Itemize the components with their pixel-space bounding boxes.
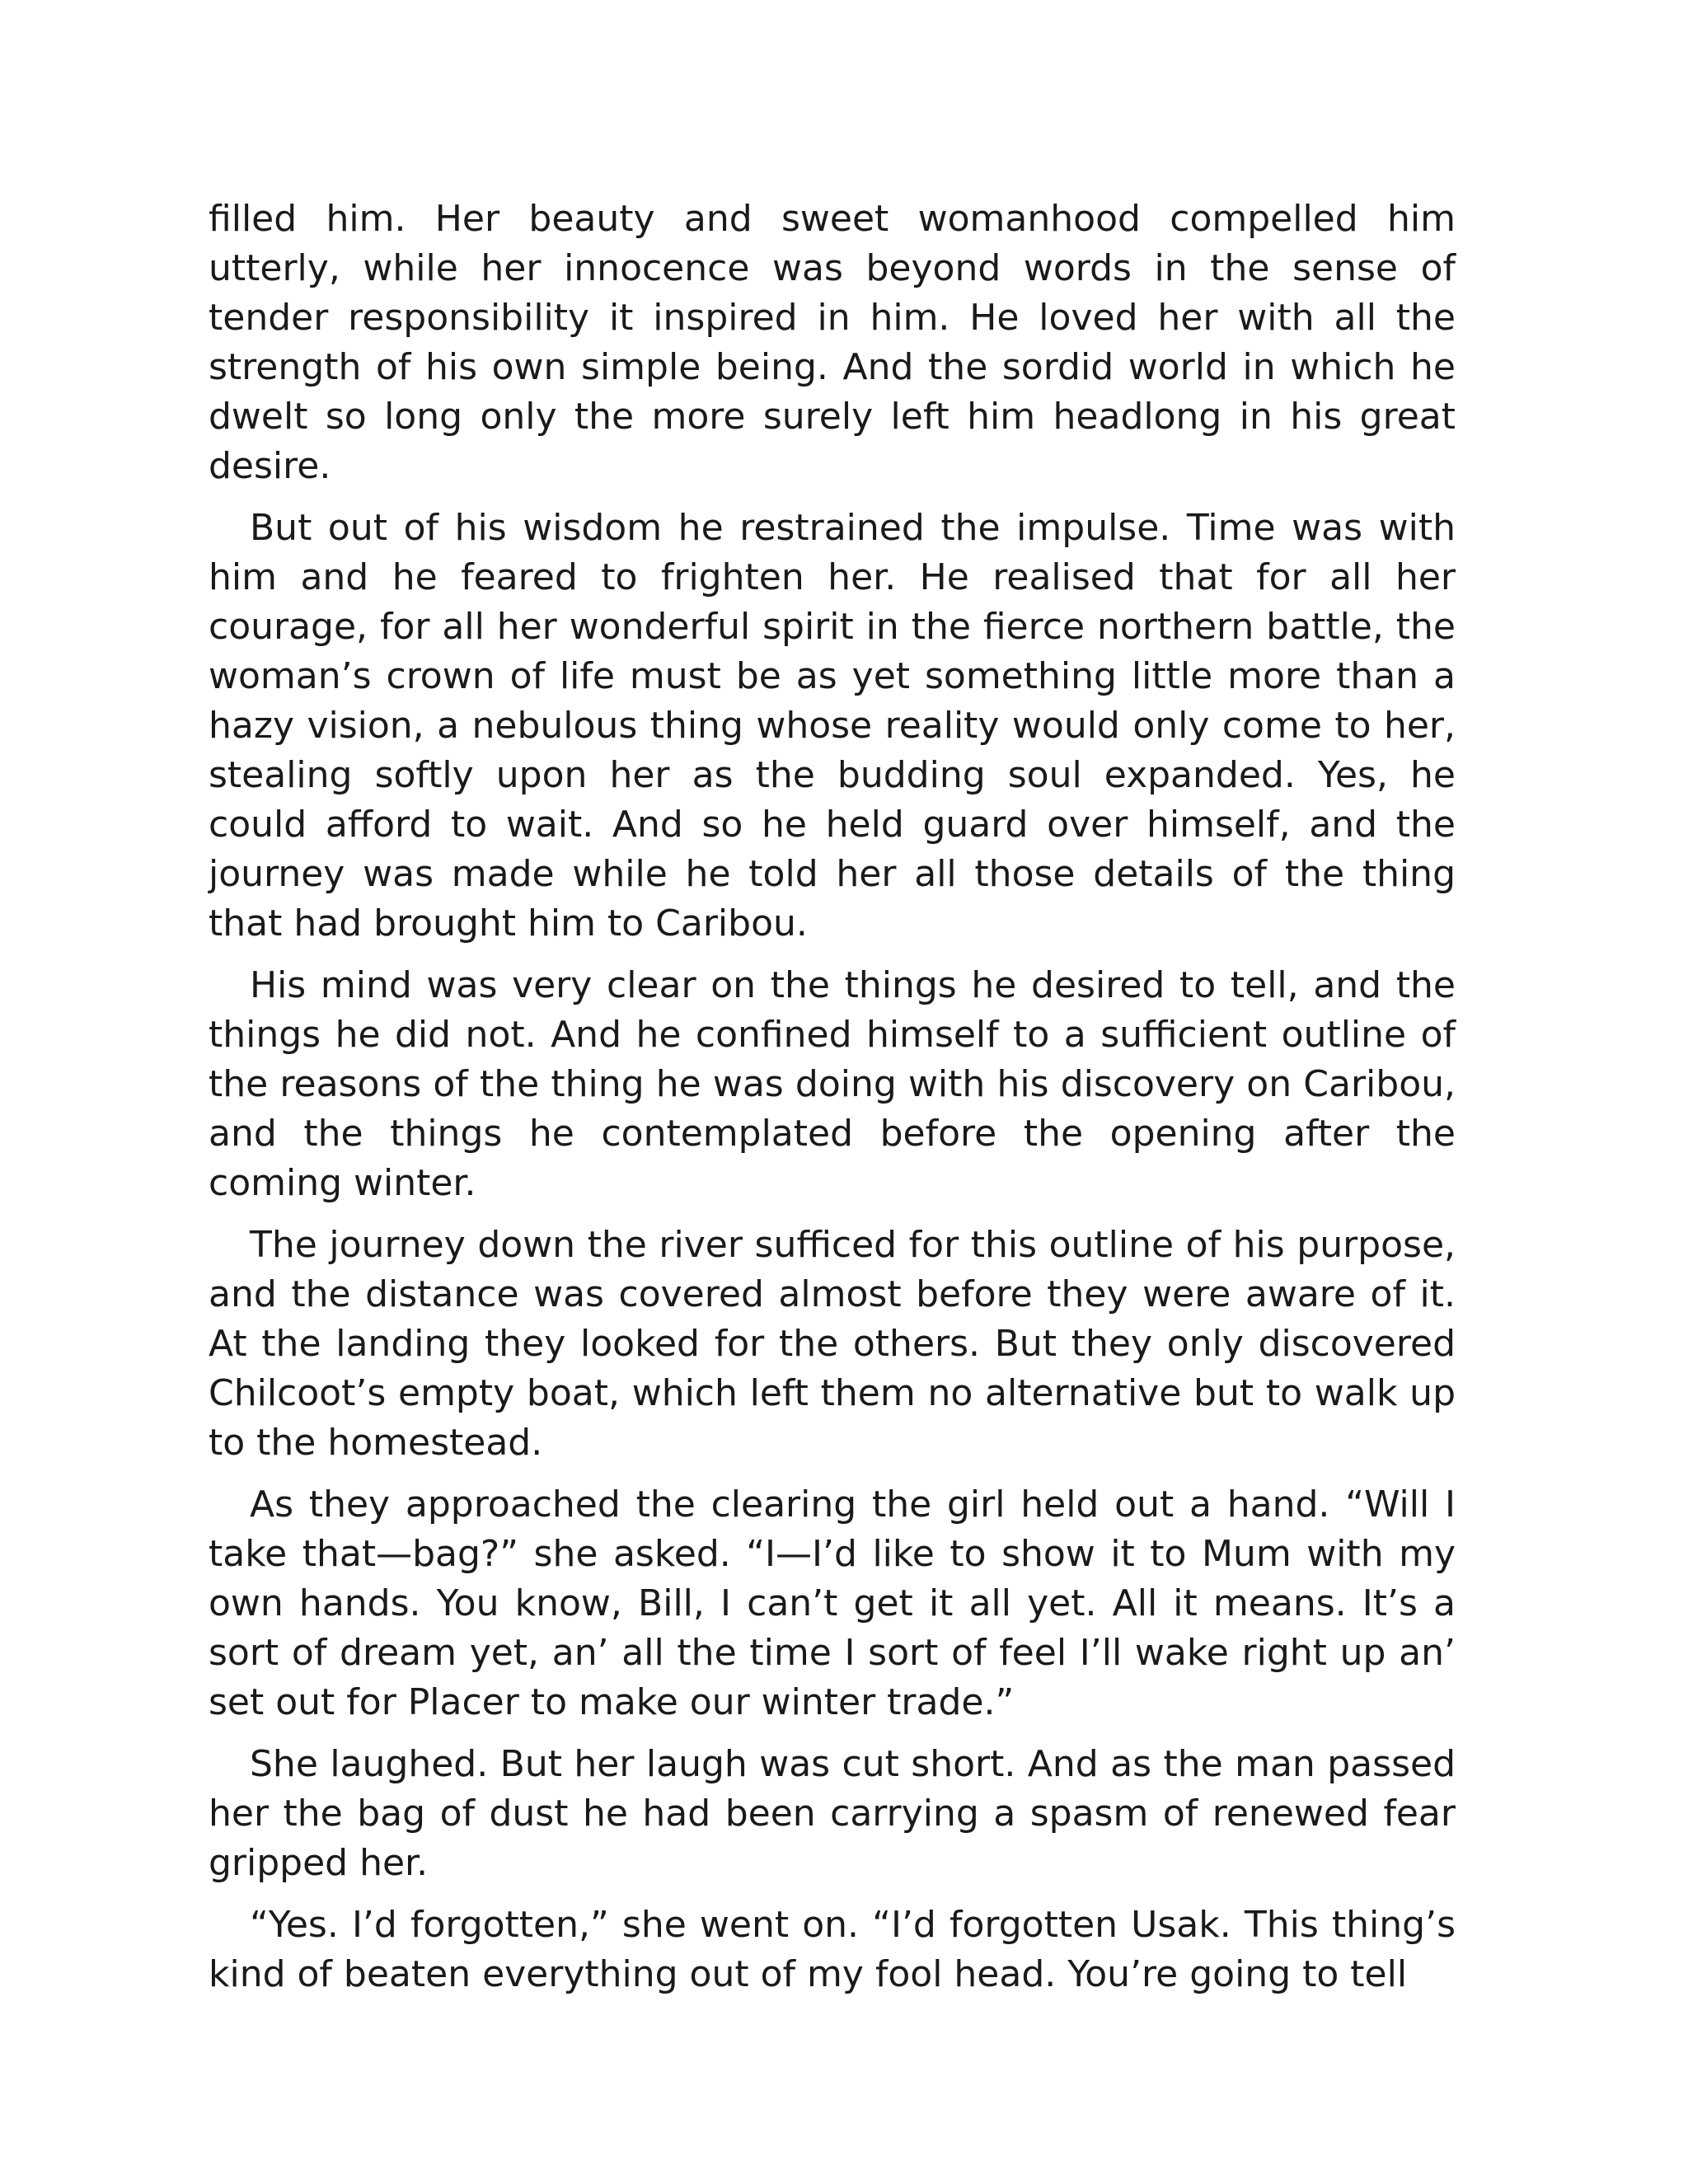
paragraph-2: But out of his wisdom he restrained the impulse. Time was with him and he feared to frighten her. He realised that for all her courage, for all her wonderful spirit in the fierce northern battle, the woman’s crown of life must be as yet something little more than a hazy vision, a nebulous thing whose reality would only come to her, stealing softly upon her as the budding soul expanded. Yes, he could afford to wait. And so he held guard over himself, and the journey was made while he told her all those details of the thing that had brought him to Caribou. <box>209 507 1456 944</box>
page-body <box>209 194 1456 1999</box>
paragraph-6: She laughed. But her laugh was cut short. And as the man passed her the bag of dust he had been carrying a spasm of renewed fear gripped her. <box>209 1743 1456 1884</box>
paragraph-4: The journey down the river sufficed for this outline of his purpose, and the distance was covered almost before they were aware of it. At the landing they looked for the others. But they only discovered Chilcoot’s empty boat, which left them no alternative but to walk up to the homestead. <box>209 1224 1456 1464</box>
paragraph-1: filled him. Her beauty and sweet womanhood compelled him utterly, while her innocence was beyond words in the sense of tender responsibility it inspired in him. He loved her with all the strength of his own simple being. And the sordid world in which he dwelt so long only the more surely left him headlong in his great desire. <box>209 198 1456 487</box>
paragraph-3: His mind was very clear on the things he desired to tell, and the things he did not. And he confined himself to a sufficient outline of the reasons of the thing he was doing with his discovery on Caribou, and the things he contemplated before the opening after the coming winter. <box>209 964 1456 1204</box>
paragraph-7: “Yes. I’d forgotten,” she went on. “I’d forgotten Usak. This thing’s kind of beaten everything out of my fool head. You’re going to tell <box>209 1904 1456 1995</box>
paragraph-5: As they approached the clearing the girl held out a hand. “Will I take that—bag?” she asked. “I—I’d like to show it to Mum with my own hands. You know, Bill, I can’t get it all yet. All it means. It’s a sort of dream yet, an’ all the time I sort of feel I’ll wake right up an’ set out for Placer to make our winter trade.” <box>209 1483 1456 1723</box>
